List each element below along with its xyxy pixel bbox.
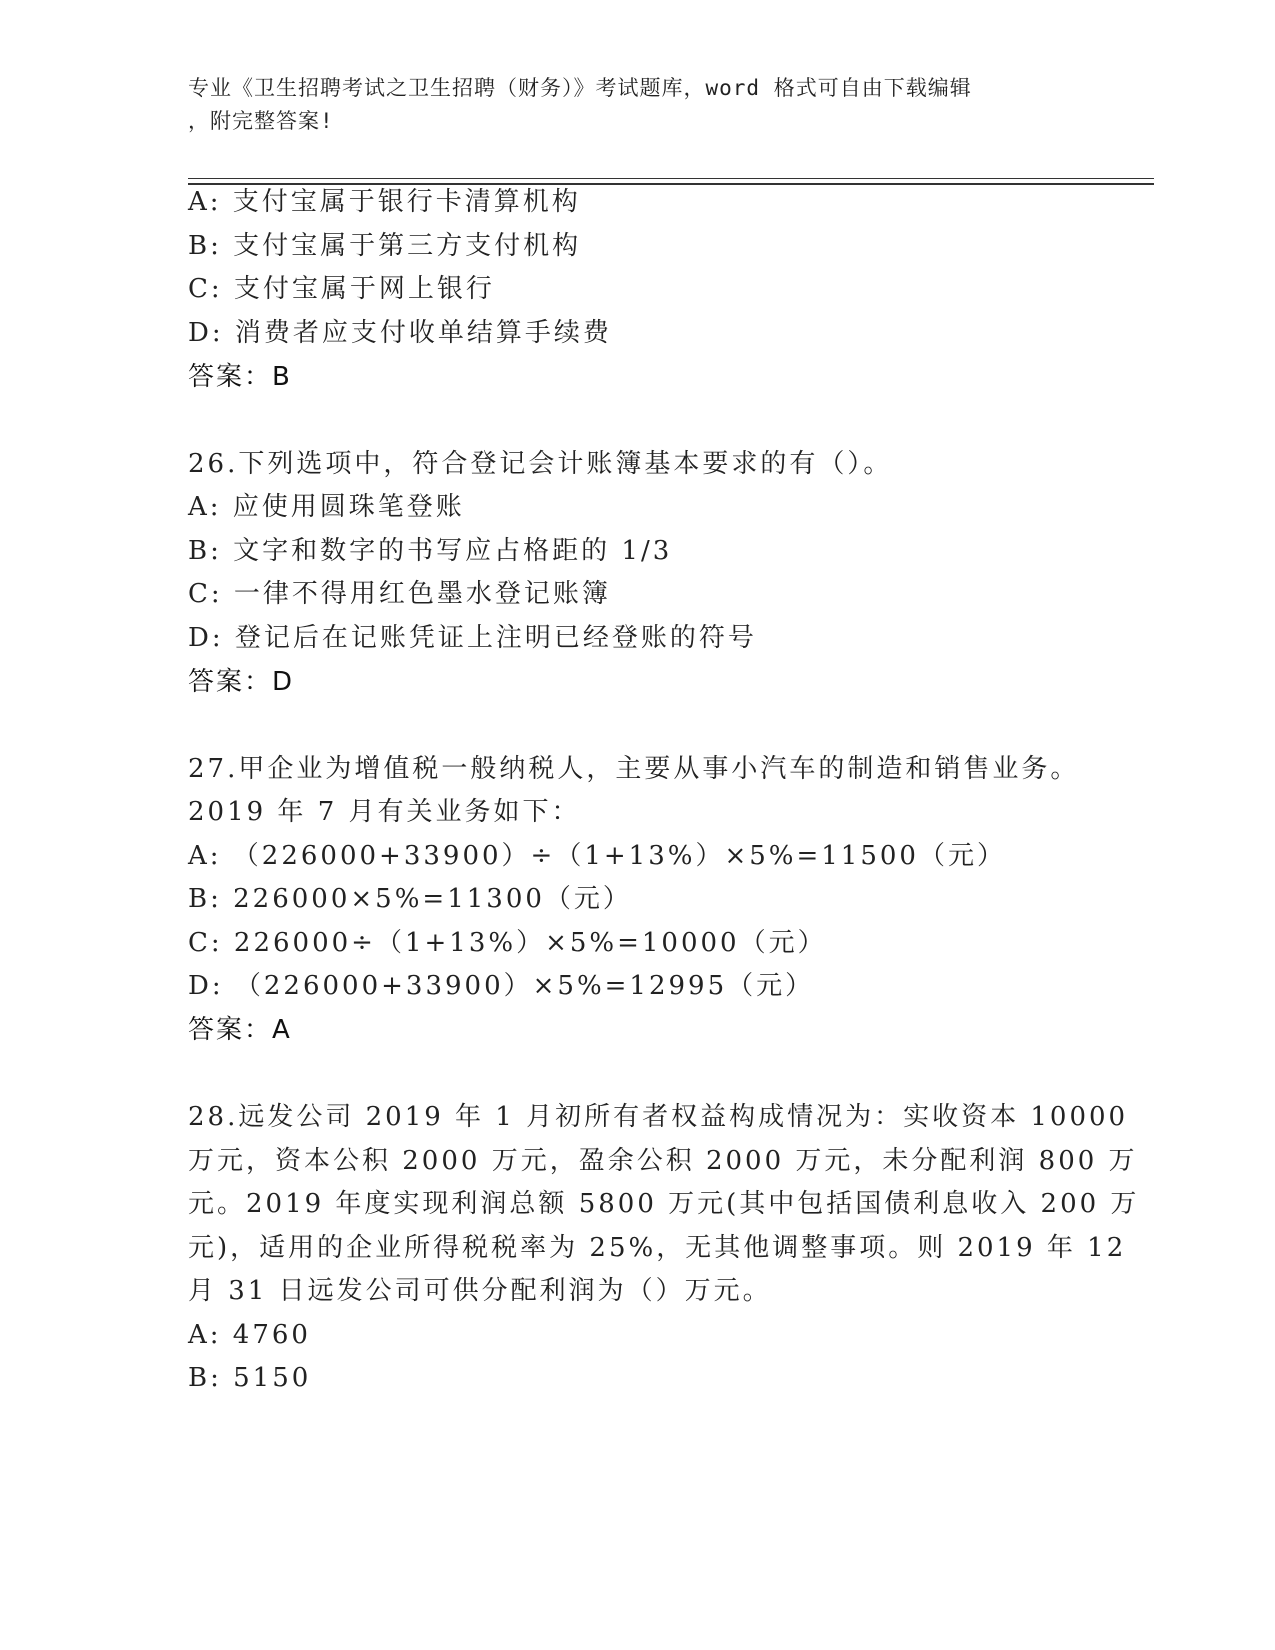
q27-option-a: A: （226000+33900）÷（1+13%）×5%=11500（元） <box>188 841 1006 871</box>
q28-question-line-4: 元)，适用的企业所得税税率为 25%，无其他调整事项。则 2019 年 12 <box>188 1233 1127 1263</box>
header-divider-thin <box>188 178 1154 179</box>
q28-question-line-1: 28.远发公司 2019 年 1 月初所有者权益构成情况为：实收资本 10000 <box>188 1102 1129 1132</box>
q27-option-d: D: （226000+33900）×5%=12995（元） <box>188 971 815 1001</box>
q25-option-b: B: 支付宝属于第三方支付机构 <box>188 231 582 261</box>
q25-answer: 答案：B <box>188 362 292 392</box>
q27-question-line-2: 2019 年 7 月有关业务如下： <box>188 797 581 827</box>
q26-option-a: A: 应使用圆珠笔登账 <box>188 492 465 522</box>
q26-option-d: D: 登记后在记账凭证上注明已经登账的符号 <box>188 623 757 653</box>
document-header <box>188 72 1068 138</box>
q28-option-b: B: 5150 <box>188 1363 312 1393</box>
q26-question: 26.下列选项中，符合登记会计账簿基本要求的有（）。 <box>188 449 893 479</box>
q28-question-line-3: 元。2019 年度实现利润总额 5800 万元(其中包括国债利息收入 200 万 <box>188 1189 1140 1219</box>
q25-option-d: D: 消费者应支付收单结算手续费 <box>188 318 612 348</box>
q27-question-line-1: 27.甲企业为增值税一般纳税人，主要从事小汽车的制造和销售业务。 <box>188 754 1080 784</box>
q25-option-a: A: 支付宝属于银行卡清算机构 <box>188 187 581 217</box>
q26-option-c: C: 一律不得用红色墨水登记账簿 <box>188 579 611 609</box>
q28-option-a: A: 4760 <box>188 1320 311 1350</box>
q25-option-c: C: 支付宝属于网上银行 <box>188 274 495 304</box>
q26-answer: 答案：D <box>188 667 295 697</box>
q27-option-c: C: 226000÷（1+13%）×5%=10000（元） <box>188 928 827 958</box>
header-title-line-continued: ，附完整答案! <box>188 109 334 133</box>
q27-answer: 答案：A <box>188 1015 292 1045</box>
q27-option-b: B: 226000×5%=11300（元） <box>188 884 632 914</box>
q28-question-line-2: 万元，资本公积 2000 万元，盈余公积 2000 万元，未分配利润 800 万 <box>188 1146 1138 1176</box>
header-title-line: 专业《卫生招聘考试之卫生招聘（财务）》考试题库，word 格式可自由下载编辑 <box>188 76 972 100</box>
q28-question-line-5: 月 31 日远发公司可供分配利润为（）万元。 <box>188 1276 772 1306</box>
q26-option-b: B: 文字和数字的书写应占格距的 1/3 <box>188 536 673 566</box>
